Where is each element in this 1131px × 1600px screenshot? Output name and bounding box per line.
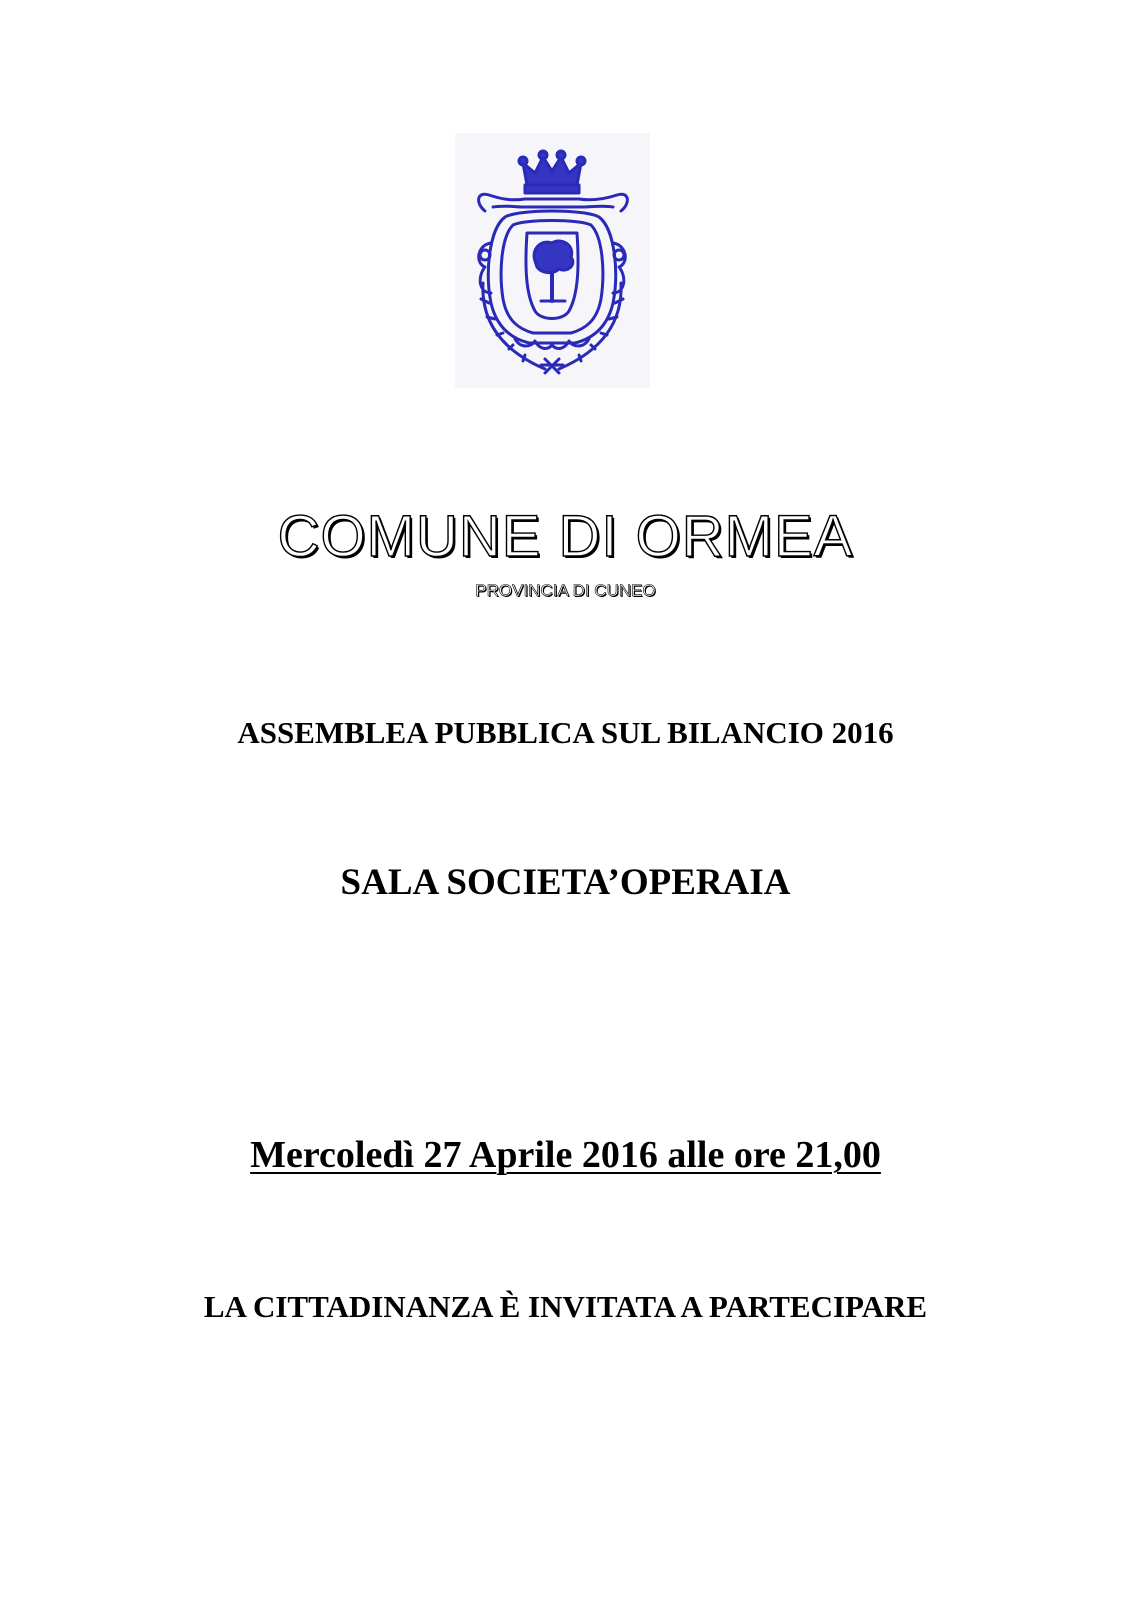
coat-of-arms-graphic [455, 133, 650, 388]
invitation-text: LA CITTADINANZA È INVITATA A PARTECIPARE [203, 1289, 928, 1324]
event-datetime: Mercoledì 27 Aprile 2016 alle ore 21,00 [250, 1134, 881, 1176]
province-subtitle: PROVINCIA DI CUNEO [475, 581, 656, 600]
municipality-title: COMUNE DI ORMEA [277, 504, 854, 569]
event-title: ASSEMBLEA PUBBLICA SUL BILANCIO 2016 [237, 715, 894, 750]
event-datetime-line [0, 1133, 1131, 1177]
coat-of-arms-icon [455, 133, 650, 388]
venue-name: SALA SOCIETA’OPERAIA [340, 862, 791, 903]
